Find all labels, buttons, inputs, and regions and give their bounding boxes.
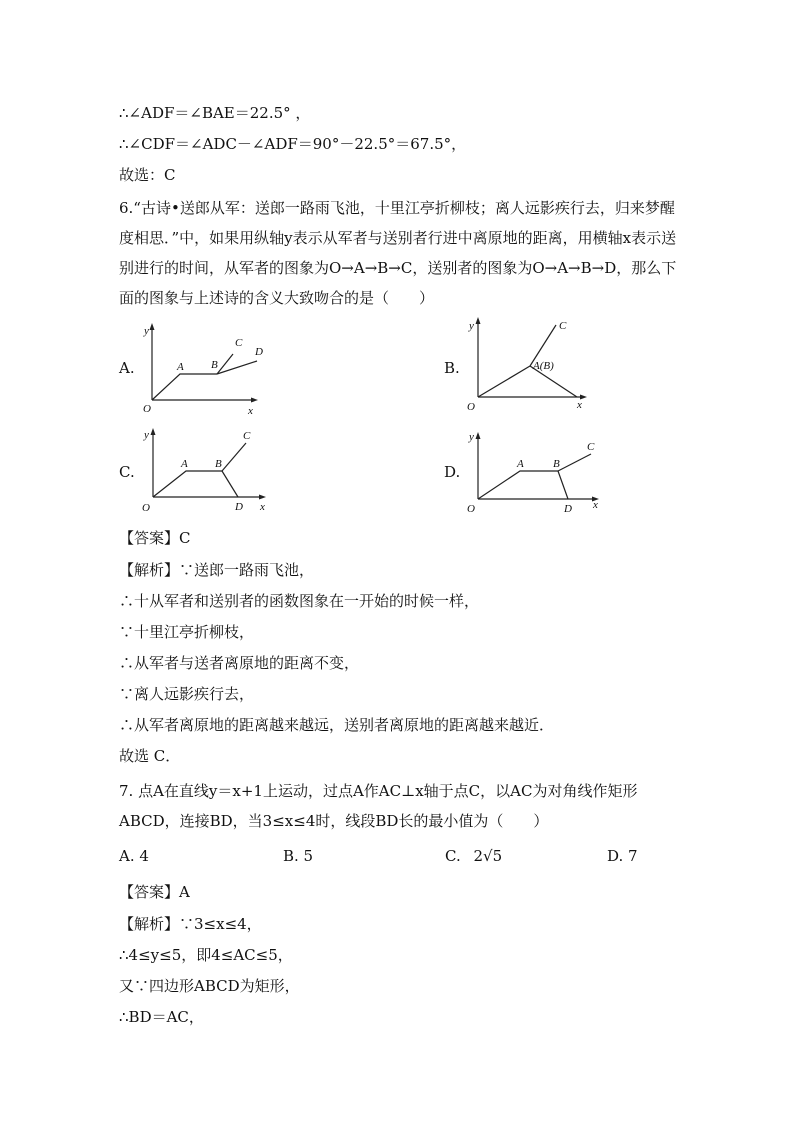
label-y: y xyxy=(469,320,474,332)
question-6-answer: 【答案】C xyxy=(119,529,191,547)
solution-line-3: 故选：C xyxy=(119,166,176,184)
label-c: C xyxy=(587,441,595,453)
label-a: A xyxy=(181,458,188,470)
q7-option-b: B. 5 xyxy=(283,847,314,865)
q7-option-d: D. 7 xyxy=(607,847,638,865)
analysis-line: ∴从军者与送者离原地的距离不变， xyxy=(119,654,360,672)
analysis-line: 故选 C． xyxy=(119,747,181,765)
label-a: A xyxy=(517,458,524,470)
path-BD xyxy=(217,361,257,374)
label-y: y xyxy=(144,325,149,337)
option-a-letter: A. xyxy=(119,359,135,377)
label-y: y xyxy=(144,429,149,441)
label-b: B xyxy=(215,458,222,470)
analysis-line: ∴4≤y≤5，即4≤AC≤5， xyxy=(119,946,293,964)
label-b: B xyxy=(553,458,560,470)
label-x: x xyxy=(593,499,598,511)
q7-option-c-letter: C. xyxy=(445,847,461,865)
graph-option-d xyxy=(460,428,610,528)
analysis-line: ∵十里江亭折柳枝， xyxy=(119,623,255,641)
analysis-line: 【解析】∵送郎一路雨飞池， xyxy=(119,561,315,579)
solution-line-2: ∴∠CDF＝∠ADC－∠ADF＝90°－22.5°＝67.5°， xyxy=(119,135,467,153)
q7-option-a: A. 4 xyxy=(119,847,149,865)
label-a: A xyxy=(177,361,184,373)
label-x: x xyxy=(260,501,265,513)
graph-option-c xyxy=(135,424,285,524)
option-b-letter: B. xyxy=(444,359,460,377)
path-BC xyxy=(558,454,591,471)
label-o: O xyxy=(467,503,475,515)
label-d: D xyxy=(255,346,263,358)
analysis-line: ∴从军者离原地的距离越来越远，送别者离原地的距离越来越近． xyxy=(119,716,555,734)
shared-path-OA xyxy=(478,366,530,397)
graph-option-b xyxy=(460,312,610,415)
analysis-line: ∴十从军者和送别者的函数图象在一开始的时候一样， xyxy=(119,592,480,610)
label-ab: A(B) xyxy=(533,360,554,372)
label-x: x xyxy=(248,405,253,415)
question-7-answer: 【答案】A xyxy=(119,883,190,901)
path-BD xyxy=(558,471,568,499)
question-6-stem: 6.“古诗•送郎从军：送郎一路雨飞池，十里江亭折柳枝；离人远影疾行去，归来梦醒度相思．”中，如果用纵轴y表示从军者与送别者行进中离原地的距离，用横轴x表示送别进行的时间，从军者的图象为O→A→B→C，送别者的图象为O→A→B→D，那么下面的图象与上述诗的含义大致吻合的是（ ） xyxy=(119,199,677,307)
label-o: O xyxy=(467,401,475,413)
q7-option-c xyxy=(445,846,502,866)
path-BC xyxy=(222,443,246,471)
path-BD xyxy=(222,471,238,497)
q7-option-c-value: 2√5 xyxy=(473,847,503,865)
question-7-stem: 7. 点A在直线y＝x+1上运动，过点A作AC⊥x轴于点C，以AC为对角线作矩形ABCD，连接BD，当3≤x≤4时，线段BD长的最小值为（ ） xyxy=(119,782,638,830)
label-c: C xyxy=(559,320,567,332)
solution-line-1: ∴∠ADF＝∠BAE＝22.5° ， xyxy=(119,104,311,122)
shared-path-OAB xyxy=(152,374,217,400)
label-d: D xyxy=(235,501,243,513)
analysis-line: ∵离人远影疾行去， xyxy=(119,685,255,703)
analysis-line: ∴BD＝AC， xyxy=(119,1008,204,1026)
label-b: B xyxy=(211,359,218,371)
analysis-line: 【解析】∵3≤x≤4， xyxy=(119,915,262,933)
label-c: C xyxy=(243,430,251,442)
option-c-letter: C. xyxy=(119,463,135,481)
label-o: O xyxy=(142,502,150,514)
graph-option-a xyxy=(135,320,285,415)
option-d-letter: D. xyxy=(444,463,461,481)
label-d: D xyxy=(564,503,572,515)
label-x: x xyxy=(577,399,582,411)
label-y: y xyxy=(469,431,474,443)
label-o: O xyxy=(143,403,151,415)
shared-path-OAB xyxy=(153,471,222,497)
label-c: C xyxy=(235,337,243,349)
analysis-line: 又∵四边形ABCD为矩形， xyxy=(119,977,300,995)
shared-path-OAB xyxy=(478,471,558,499)
